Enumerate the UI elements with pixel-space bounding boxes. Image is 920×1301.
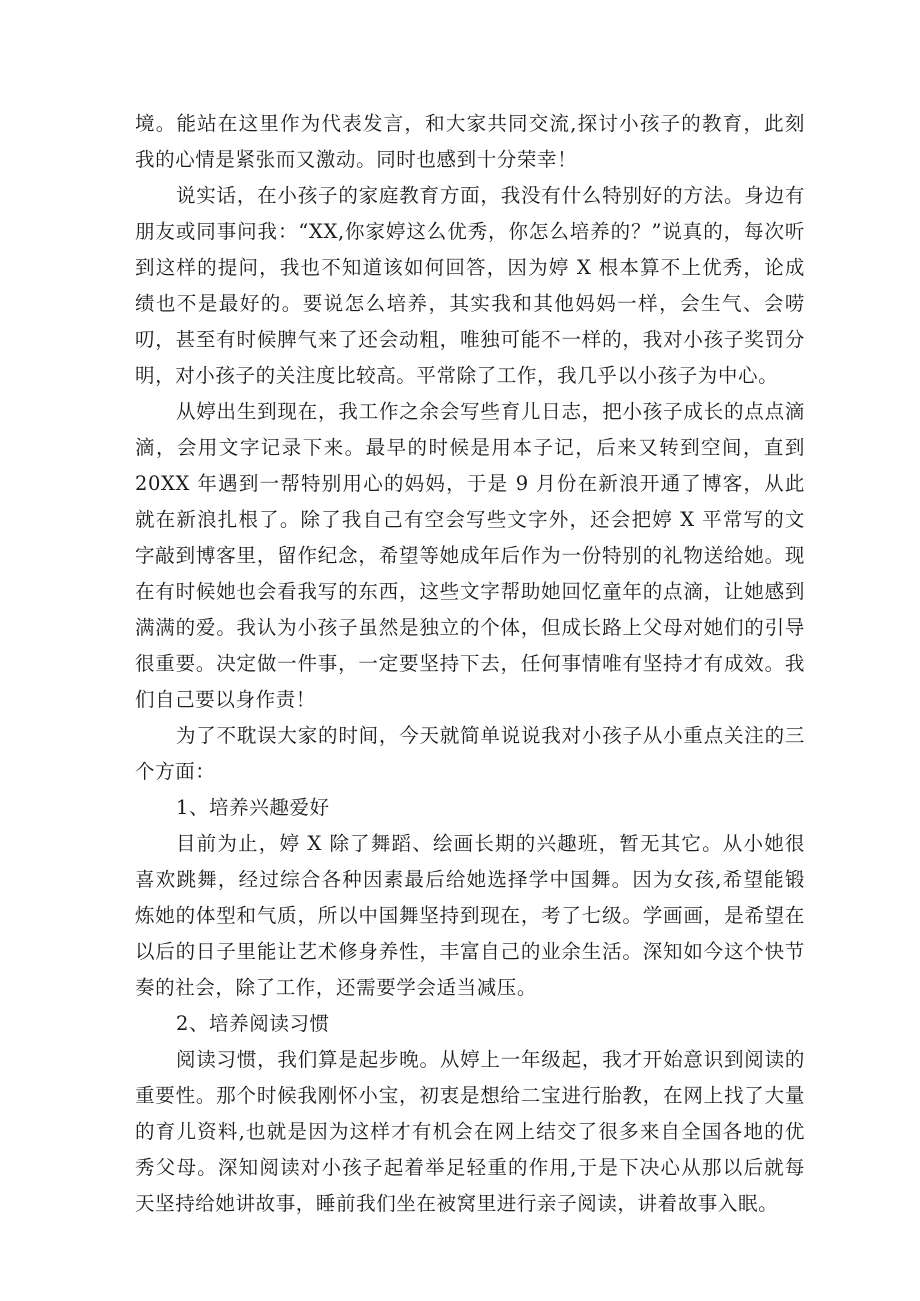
section-heading-reading: 2、培养阅读习惯 [175, 1012, 330, 1035]
document-body [135, 106, 805, 1222]
paragraph-parenting-diary: 从婷出生到现在，我工作之余会写些育儿日志，把小孩子成长的点点滴滴，会用文字记录下来。最早的时候是用本子记，后来又转到空间，直到 20XX 年遇到一帮特别用心的妈妈，于是 9 月份在新浪开通了博客，从此就在新浪扎根了。除了我自己有空会写些文字外，还会把婷 X 平常写的文字敲到博客里，留作纪念，希望等她成年后作为一份特别的礼物送给她。现在有时候她也会看我写的东西，这些文字帮助她回忆童年的点滴，让她感到满满的爱。我认为小孩子虽然是独立的个体，但成长路上父母对她们的引导很重要。决定做一件事，一定要坚持下去，任何事情唯有坚持才有成效。我们自己要以身作责！ [135, 400, 805, 711]
paragraph-three-aspects-intro: 为了不耽误大家的时间，今天就简单说说我对小孩子从小重点关注的三个方面： [135, 724, 805, 783]
section-heading-interests: 1、培养兴趣爱好 [175, 796, 330, 819]
paragraph-continuation: 境。能站在这里作为代表发言，和大家共同交流,探讨小孩子的教育，此刻我的心情是紧张而又激动。同时也感到十分荣幸！ [135, 112, 805, 171]
paragraph-family-education: 说实话，在小孩子的家庭教育方面，我没有什么特别好的方法。身边有朋友或同事问我：“XX,你家婷这么优秀，你怎么培养的？”说真的，每次听到这样的提问，我也不知道该如何回答，因为婷 X 根本算不上优秀，论成绩也不是最好的。要说怎么培养，其实我和其他妈妈一样，会生气、会唠叨，甚至有时候脾气来了还会动粗，唯独可能不一样的，我对小孩子奖罚分明，对小孩子的关注度比较高。平常除了工作，我几乎以小孩子为中心。 [135, 184, 805, 387]
paragraph-reading: 阅读习惯，我们算是起步晚。从婷上一年级起，我才开始意识到阅读的重要性。那个时候我刚怀小宝，初衷是想给二宝进行胎教，在网上找了大量的育儿资料,也就是因为这样才有机会在网上结交了很多来自全国各地的优秀父母。深知阅读对小孩子起着举足轻重的作用,于是下决心从那以后就每天坚持给她讲故事，睡前我们坐在被窝里进行亲子阅读，讲着故事入眠。 [135, 1048, 805, 1215]
paragraph-interests: 目前为止，婷 X 除了舞蹈、绘画长期的兴趣班，暂无其它。从小她很喜欢跳舞，经过综合各种因素最后给她选择学中国舞。因为女孩,希望能锻炼她的体型和气质，所以中国舞坚持到现在，考了七级。学画画，是希望在以后的日子里能让艺术修身养性，丰富自己的业余生活。深知如今这个快节奏的社会，除了工作，还需要学会适当减压。 [135, 832, 805, 999]
